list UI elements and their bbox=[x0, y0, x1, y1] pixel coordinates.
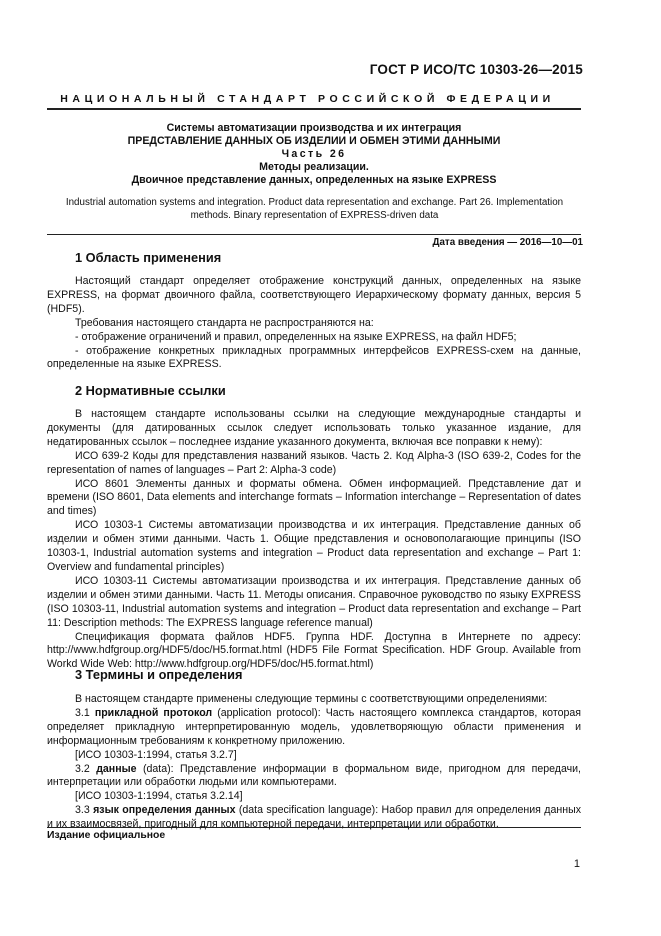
footer-rule bbox=[47, 827, 581, 828]
title-line-5: Двоичное представление данных, определенных на языке EXPRESS bbox=[131, 174, 497, 186]
reference-item: ИСО 8601 Элементы данных и форматы обмена. Обмен информацией. Представление дат и времени (ISO 8601, Data elements and interchange formats – Information interchange – Representation of dates and times) bbox=[47, 477, 581, 518]
term-definition-text: (application protocol): Часть настоящего комплекса стандартов, которая определяет прикладную интерпретированную модель, удовлетворяющую области применения и информационным требованиям к конкретному приложению. bbox=[47, 706, 581, 747]
paragraph: В настоящем стандарте применены следующие термины с соответствующими определениями: bbox=[75, 693, 548, 705]
title-line-2: ПРЕДСТАВЛЕНИЕ ДАННЫХ ОБ ИЗДЕЛИИ И ОБМЕН ЭТИМИ ДАННЫМИ bbox=[127, 135, 501, 147]
header-rule bbox=[47, 108, 581, 110]
english-title bbox=[58, 197, 571, 222]
section-1-heading: 1 Область применения bbox=[75, 250, 222, 265]
term-number: 3.3 bbox=[75, 804, 90, 817]
title-line-4: Методы реализации. bbox=[259, 161, 369, 173]
paragraph: Требования настоящего стандарта не распространяются на: bbox=[75, 316, 374, 329]
term-name: данные bbox=[96, 762, 137, 775]
effective-date: Дата введения — 2016—10—01 bbox=[432, 237, 583, 248]
section-2-body bbox=[47, 408, 581, 672]
title-line-1: Системы автоматизации производства и их интеграция bbox=[166, 122, 462, 134]
term-name: язык определения данных bbox=[93, 804, 236, 817]
reference-item: ИСО 10303-11 Системы автоматизации производства и их интеграция. Представление данных об изделии и обмен этими данными. Часть 11. Методы описания. Справочное руководство по языку EXPRESS (ISO 10303-11, Industrial automation systems and integration – Product data representation and exchange – Part 11: Description methods: The EXPRESS language reference manual) bbox=[47, 574, 581, 629]
section-1-body bbox=[47, 275, 581, 372]
title-block bbox=[47, 122, 581, 187]
list-item: - отображение конкретных прикладных программных интерфейсов EXPRESS-схем на данные, определенные на языке EXPRESS. bbox=[47, 344, 581, 371]
standard-type-banner: НАЦИОНАЛЬНЫЙ СТАНДАРТ РОССИЙСКОЙ ФЕДЕРАЦИИ bbox=[60, 93, 555, 105]
term-number: 3.1 bbox=[75, 706, 90, 719]
paragraph: В настоящем стандарте использованы ссылки на следующие международные стандарты и документы (для датированных ссылок следует использовать только указанное издание, для недатированных ссылок – последнее издание указанного документа, включая все поправки к нему): bbox=[47, 408, 581, 448]
title-part: Часть 26 bbox=[281, 148, 347, 160]
term-number: 3.2 bbox=[75, 762, 90, 775]
reference-item: ИСО 639-2 Коды для представления названий языков. Часть 2. Код Alpha-3 (ISO 639-2, Codes for the representation of names of languages – Part 2: Alpha-3 code) bbox=[47, 449, 581, 476]
reference-item: Спецификация формата файлов HDF5. Группа HDF. Доступна в Интернете по адресу: http://www.hdfgroup.org/HDF5/doc/H5.format.html (HDF5 File Format Specification. HDF Group. Available from Workd Wide Web: http://www.hdfgroup.org/HDF5/doc/H5.format.html) bbox=[47, 630, 581, 671]
term-source: [ИСО 10303-1:1994, статья 3.2.7] bbox=[75, 748, 237, 761]
term-definition-text: (data specification language): Набор правил для определения данных и их взаимосвязей, пригодный для компьютерной передачи, интерпретации или обработки. bbox=[47, 804, 581, 831]
term-name: прикладной протокол bbox=[94, 706, 213, 719]
paragraph: Настоящий стандарт определяет отображение конструкций данных, определенных на языке EXPRESS, на формат двоичного файла, соответствующего Иерархическому формату данных, версия 5 (HDF5). bbox=[47, 275, 581, 315]
official-edition-label: Издание официальное bbox=[47, 830, 166, 841]
section-3-body bbox=[47, 693, 581, 832]
english-title-line-1: Industrial automation systems and integration. Product data representation and exchange. Part 26. Implementation bbox=[65, 197, 564, 208]
date-rule bbox=[47, 234, 581, 235]
page-number: 1 bbox=[573, 858, 580, 870]
standard-code: ГОСТ Р ИСО/ТС 10303-26—2015 bbox=[369, 62, 583, 77]
section-2-heading: 2 Нормативные ссылки bbox=[75, 383, 226, 398]
english-title-line-2: methods. Binary representation of EXPRESS-driven data bbox=[190, 209, 439, 221]
section-3-heading: 3 Термины и определения bbox=[75, 667, 243, 682]
term-definition bbox=[47, 707, 581, 749]
reference-item: ИСО 10303-1 Системы автоматизации производства и их интеграция. Представление данных об изделии и обмен этими данными. Часть 1. Общие представления и основополагающие принципы (ISO 10303-1, Industrial automation systems and integration – Product data representation and exchange – Part 1: Overview and fundamental principles) bbox=[47, 519, 581, 573]
term-definition-text: (data): Представление информации в формальном виде, пригодном для передачи, интерпретации или обработки людьми или компьютерами. bbox=[47, 762, 582, 789]
term-definition bbox=[47, 763, 581, 791]
list-item: - отображение ограничений и правил, определенных на языке EXPRESS, на файл HDF5; bbox=[75, 330, 517, 343]
term-source: [ИСО 10303-1:1994, статья 3.2.14] bbox=[75, 790, 243, 803]
